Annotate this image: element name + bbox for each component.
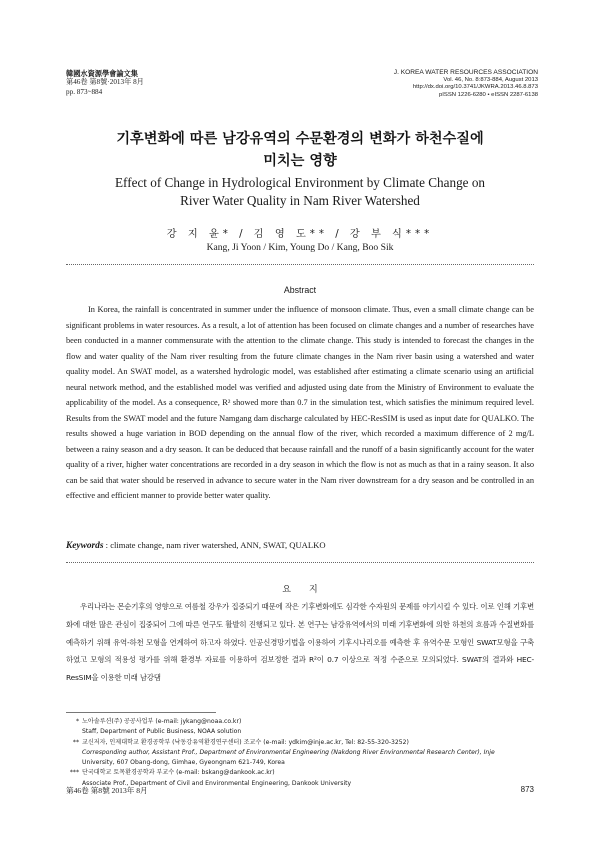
title-ko-line2: 미치는 영향 — [263, 153, 337, 169]
footnote-line: Associate Prof., Department of Civil and Environmental Engineering, Dankook University — [82, 779, 352, 787]
keywords — [66, 540, 534, 551]
footnote-rule — [66, 712, 216, 713]
doi-link[interactable]: http://dx.doi.org/10.3741/JKWRA.2013.46.8.873 — [412, 84, 538, 91]
authors-english: Kang, Ji Yoon / Kim, Young Do / Kang, Boo Sik — [206, 242, 394, 253]
keywords-label: Keywords — [66, 541, 104, 551]
divider-top — [66, 264, 534, 265]
footnote-mark: * — [75, 718, 79, 725]
divider-middle — [66, 562, 534, 563]
footnote-line: 교신저자, 인제대학교 환경공학부 (낙동강유역환경연구센터) 조교수 (e-mail: ydkim@inje.ac.kr, Tel: 82-55-320-3252) — [82, 738, 409, 746]
issn: pISSN 1226-6280 • eISSN 2287-6138 — [439, 92, 538, 99]
footnote-item — [66, 717, 536, 738]
volume-ko: 第46卷 第8號·2013年 8月 — [66, 78, 144, 87]
footnote-line: Corresponding author, Assistant Prof., Department of Environmental Engineering (Nakdong River Environmental Research Center), Inje — [82, 748, 495, 756]
korean-abstract-body: 우리나라는 몬순기후의 영향으로 여름철 강우가 집중되기 때문에 작은 기후변화에도 심각한 수자원의 문제를 야기시킬 수 있다. 이로 인해 기후변화에 대한 많은 관심이 집중되어 그에 따른 연구도 활발히 진행되고 있다. 본 연구는 남강유역에서의 미래 기후변화에 의한 하천의 흐름과 수질변화를 예측하기 위해 유역-하천 모형을 연계하여 하고자 하였다. 인공신경망기법을 이용하여 기후시나리오를 예측한 후 유역수문 모형인 SWAT모형을 구축하였고 모형의 적용성 평가를 위해 환경부 자료를 이용하여 검보정한 결과 R²이 0.7 이상으로 적정 수준으로 모의되었다. SWAT의 결과와 HEC-ResSIM을 이용한 미래 남강댐 — [66, 602, 534, 683]
title-en-line2: River Water Quality in Nam River Watershed — [180, 193, 420, 208]
abstract-body: In Korea, the rainfall is concentrated in summer under the influence of monsoon climate. Thus, even a small climate change can be significant problems in water resources. As a result, a lot of attention has been focused on climate changes and a number of researches have been conducted in a manner commensurate with the attention to the climate change. This study is intended to forecast the changes in the flow and water quality of the Nam river resulting from the future climate changes in the Nam river basin using a watershed and water quality model. An SWAT model, as a watershed hydrologic model, was established after estimating a climate scenario using an artificial neural network method, and the established model was verified and adjusted using date from the Ministry of Environment to evaluate the applicability of the model. As a consequence, R² showed more than 0.7 in the simulation test, which satisfies the minimum required level. Results from the SWAT model and the future Namgang dam discharge calculated by HEC-ResSIM is used as input date for QUALKO. The results showed a huge variation in BOD depending on the annual flow of the river, which recorded a maximum difference of 2 mg/L between a rainy season and a dry season. It can be deduced that because rainfall and the runoff of a basin significantly account for the water quality of a river, higher water concentrations are recorded in a dry season in which the flow is not as much as that in a rainy season. It also can be said that water should be reserved in advance to secure water in the Nam river downstream for a dry season and be controlled in an effective and efficient manner to provide better water quality. — [66, 305, 534, 500]
title-ko-line1: 기후변화에 따른 남강유역의 수문환경의 변화가 하천수질에 — [116, 131, 484, 147]
title-english — [60, 174, 540, 210]
footnote-mark: ** — [72, 738, 79, 746]
authors-korean: 강 지 윤* / 김 영 도** / 강 부 식*** — [166, 229, 434, 240]
journal-header-right — [394, 69, 538, 100]
abstract-heading: Abstract — [283, 285, 317, 295]
footnote-mark: *** — [69, 769, 79, 777]
footnote-line: 단국대학교 토목환경공학과 부교수 (e-mail: bskang@dankook.ac.kr) — [82, 769, 275, 777]
journal-name-en: J. KOREA WATER RESOURCES ASSOCIATION — [393, 69, 538, 76]
page-range: pp. 873~884 — [66, 87, 103, 96]
page-number: 873 — [520, 785, 534, 794]
keywords-separator: : — [103, 540, 111, 550]
korean-abstract-heading: 요 지 — [282, 585, 318, 595]
footer-volume: 第46卷 第8號 2013年 8月 — [66, 786, 148, 795]
footnote-line: Staff, Department of Public Business, NOAA solution — [82, 728, 242, 736]
journal-name-ko: 韓國水資源學會論文集 — [66, 69, 138, 78]
title-en-line1: Effect of Change in Hydrological Environment by Climate Change on — [114, 175, 486, 190]
journal-header-left — [66, 69, 144, 97]
footnote-item — [66, 738, 536, 769]
footnote-line: 노아솔루션(주) 공공사업부 (e-mail: jykang@noaa.co.kr) — [82, 718, 242, 725]
title-korean — [60, 128, 540, 172]
volume-en: Vol. 46, No. 8:873-884, August 2013 — [443, 76, 538, 83]
footnote-line: University, 607 Obang-dong, Gimhae, Gyeongnam 621-749, Korea — [82, 759, 285, 767]
footnotes — [66, 717, 536, 789]
keywords-text: climate change, nam river watershed, ANN, SWAT, QUALKO — [110, 540, 326, 550]
